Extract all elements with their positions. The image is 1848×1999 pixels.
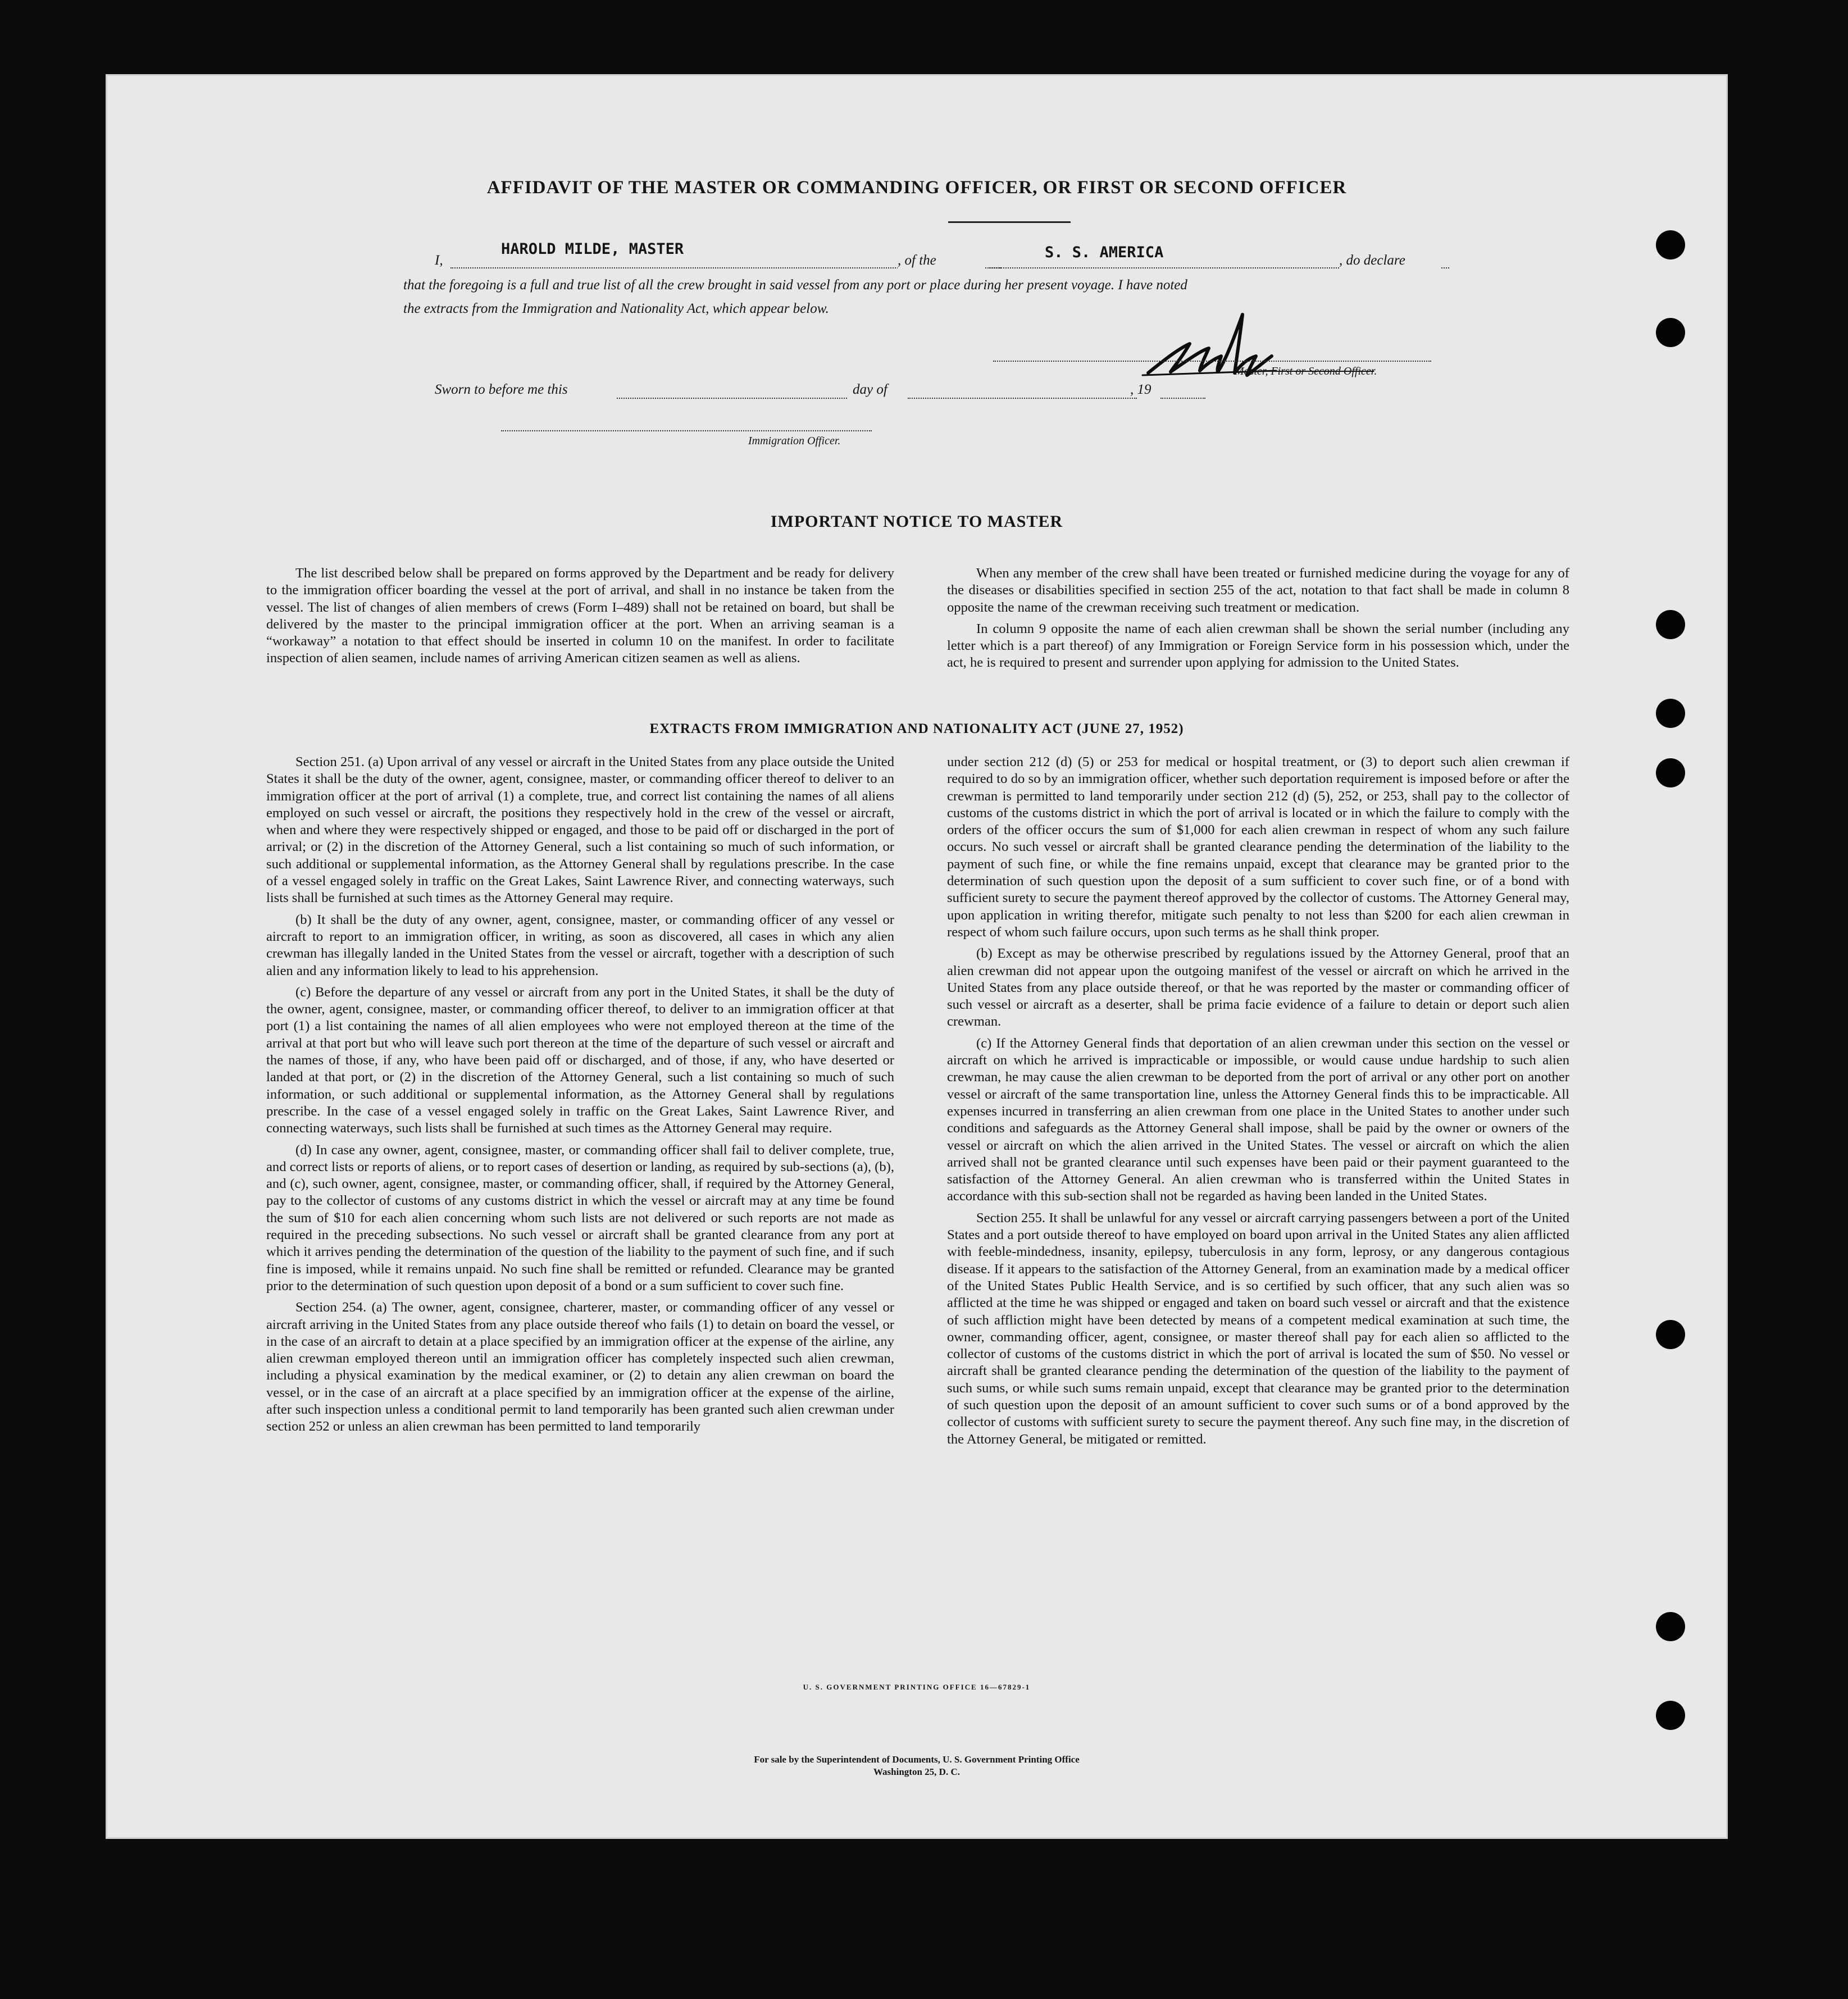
declaration-statement-line-1: that the foregoing is a full and true list of all the crew brought in said vessel from any port or place during her present voyage. I have noted <box>403 277 1187 293</box>
sworn-day-line <box>617 398 847 399</box>
signer-title-master: Master, <box>1235 365 1271 377</box>
declaration-statement-line-2: the extracts from the Immigration and Nationality Act, which appear below. <box>403 301 829 316</box>
statute-paragraph-continued: under section 212 (d) (5) or 253 for medical or hospital treatment, or (3) to deport such alien crewman if required to do so by an immigration officer, whether such deportation requirement is imposed before or after the crewman is permitted to land temporarily under section 212 (d) (5), 252, or 253, shall pay to the collector of customs of the customs district in which the port of arrival is located or in which the failure to comply with the orders of the officer occurs the sum of $1,000 for each alien crewman in respect of whom any such failure occurs. No such vessel or aircraft shall be granted clearance pending the determination of the liability to the payment of such fine, or while the fine remains unpaid, except that clearance may be granted prior to the determination of such question upon the deposit of a sum sufficient to cover such fine, or of a bond with sufficient surety to secure the payment thereof approved by the collector of customs. The Attorney General may, upon application in writing therefor, mitigate such penalty to not less than $200 for each alien crewman in respect of whom such failure occurs, upon such terms as he shall think proper. <box>947 754 1569 940</box>
declarant-prefix: I, <box>435 253 443 268</box>
master-name-value: HAROLD MILDE, MASTER <box>501 240 684 258</box>
immigration-officer-line <box>501 430 872 431</box>
signer-title-end: . <box>1374 365 1377 377</box>
sworn-year-line <box>1160 398 1205 399</box>
notice-paragraph: In column 9 opposite the name of each alien crewman shall be shown the serial number (including any letter which is a part thereof) of any Immigration or Foreign Service form in his possession which, under the act, he is required to present and surrender upon applying for admission to the United States. <box>947 621 1569 671</box>
statute-paragraph: (c) If the Attorney General finds that deportation of an alien crewman under this section on the vessel or aircraft on which he arrived is impracticable or impossible, or would cause undue hardship to such alien crewman, he may cause the alien crewman to be deported from the port of arrival or any other port on another vessel or aircraft of the same transportation line, unless the Attorney General finds this to be impracticable. All expenses incurred in transferring an alien crewman from one place in the United States to another under such conditions and safeguards as the Attorney General shall impose, shall be paid by the owner or owners of the vessel or aircraft on which the alien arrived in the United States. The vessel or aircraft on which the alien arrived shall not be granted clearance until such expenses have been paid or their payment guaranteed to the satisfaction of the Attorney General. An alien crewman who is transferred within the United States in accordance with this sub-section shall not be regarded as having been landed in the United States. <box>947 1035 1569 1204</box>
statute-paragraph: (b) It shall be the duty of any owner, agent, consignee, master, or commanding officer of any vessel or aircraft to report to an immigration officer, in writing, as soon as discovered, all cases in which any alien crewman has illegally landed in the United States from the vessel or aircraft, together with a description of such alien and any information likely to lead to his apprehension. <box>266 912 894 978</box>
notice-paragraph: The list described below shall be prepared on forms approved by the Department and be ready for delivery to the immigration officer boarding the vessel at the port of arrival, and shall in no instance be taken from the vessel. The list of changes of alien members of crews (Form I–489) shall not be retained on board, but shall be delivered by the master to the principal immigration officer at the port. When an arriving seaman is a “workaway” a notation to that effect should be inserted in column 10 on the manifest. In order to facilitate inspection of alien seamen, include names of arriving American citizen seamen as well as aliens. <box>266 566 894 666</box>
affidavit-title: AFFIDAVIT OF THE MASTER OR COMMANDING OFFICER, OR FIRST OR SECOND OFFICER <box>486 177 1347 198</box>
notice-title: IMPORTANT NOTICE TO MASTER <box>770 512 1063 531</box>
notice-left-column <box>266 565 894 672</box>
signer-title <box>1235 365 1377 378</box>
signature-line <box>993 361 1431 362</box>
punch-hole <box>1656 1701 1685 1730</box>
punch-hole <box>1656 230 1685 259</box>
sale-notice-line-2: Washington 25, D. C. <box>873 1766 960 1777</box>
extracts-title: EXTRACTS FROM IMMIGRATION AND NATIONALITY ACT (JUNE 27, 1952) <box>649 721 1184 736</box>
immigration-officer-label: Immigration Officer. <box>748 435 841 447</box>
statute-paragraph: Section 251. (a) Upon arrival of any vessel or aircraft in the United States from any place outside the United States it shall be the duty of the owner, agent, consignee, master, or commanding officer thereof to deliver to an immigration officer at the port of arrival (1) a complete, true, and correct list containing the names of all aliens employed on such vessel or aircraft, the positions they respectively hold in the crew of the vessel or aircraft, when and where they were respectively shipped or engaged, and those to be paid off or discharged in the port of arrival; or (2) in the discretion of the Attorney General, such a list containing so much of such information, or such additional or supplemental information, as the Attorney General shall by regulations prescribe. In the case of a vessel engaged solely in traffic on the Great Lakes, Saint Lawrence River, and connecting waterways, such lists shall be furnished at such times as the Attorney General may require. <box>266 754 894 906</box>
printing-office-imprint: U. S. GOVERNMENT PRINTING OFFICE 16—67829-1 <box>803 1683 1031 1691</box>
statute-paragraph: (d) In case any owner, agent, consignee, master, or commanding officer shall fail to deliver complete, true, and correct lists or reports of aliens, or to report cases of desertion or landing, as required by sub-sections (a), (b), and (c), such owner, agent, consignee, master, or commanding officer, shall, if required by the Attorney General, pay to the collector of customs of any customs district in which the vessel or aircraft may at any time be found the sum of $10 for each alien concerning whom such lists are not delivered or such reports are not made as required in the preceding subsections. No such vessel or aircraft shall be granted clearance from any port at which it arrives pending the determination of the question of the liability to the payment of such fine, and if such fine is imposed, while it remains unpaid. No such fine shall be remitted or refunded. Clearance may be granted prior to the determination of such question upon deposit of a bond or a sum sufficient to cover such fine. <box>266 1142 894 1294</box>
notice-paragraph: When any member of the crew shall have been treated or furnished medicine during the voyage for any of the diseases or disabilities specified in section 255 of the act, notation to that fact shall be made in column 8 opposite the name of the crewman receiving such treatment or medication. <box>947 566 1569 615</box>
form-page <box>106 74 1728 1839</box>
punch-hole <box>1656 1320 1685 1349</box>
sworn-month-line <box>908 398 1137 399</box>
statute-paragraph: (c) Before the departure of any vessel or aircraft from any port in the United States, it shall be the duty of the owner, agent, consignee, master, or commanding officer thereof, to deliver to an immigration officer at that port (1) a list containing the names of all alien employees who were not employed thereon at the time of the arrival at that port but who will leave such port thereon at the time of the departure of such vessel or aircraft and the names of those, if any, who have been paid off or discharged, and of those, if any, who have deserted or landed at that port, or (2) in the discretion of the Attorney General, such a list containing so much of such information, or such additional or supplemental information, as the Attorney General shall by regulations prescribe. In the case of a vessel engaged solely in traffic on the Great Lakes, Saint Lawrence River, and connecting waterways, such lists shall be furnished at such times as the Attorney General may require. <box>266 984 894 1136</box>
notice-right-column <box>947 565 1569 676</box>
extracts-left-column <box>266 754 894 1440</box>
statute-paragraph: Section 255. It shall be unlawful for any vessel or aircraft carrying passengers between a port of the United States and a port outside thereof to have employed on board upon arrival in the United States any alien afflicted with feeble-mindedness, insanity, epilepsy, tuberculosis in any form, leprosy, or any dangerous contagious disease. If it appears to the satisfaction of the Attorney General, from an examination made by a medical officer of the United States Public Health Service, and is so certified by such officer, that any such alien was so afflicted at the time he was shipped or engaged and taken on board such vessel or aircraft and that the existence of such affliction might have been detected by means of a competent medical examination at such time, the owner, commanding officer, agent, consignee, or master thereof shall pay for each alien so afflicted to the collector of customs of the customs district in which the port of arrival is located the sum of $50. No vessel or aircraft shall be granted clearance pending the determination of the question of the liability to the payment of such sums, or while such sums remain unpaid, except that clearance may be granted prior to the determination of such question upon the deposit of an amount sufficient to cover such sums or of a bond approved by the collector of customs with sufficient surety to secure the payment thereof. Any such fine may, in the discretion of the Attorney General, be mitigated or remitted. <box>947 1210 1569 1447</box>
vessel-value: S. S. AMERICA <box>1045 244 1164 261</box>
signer-title-struck: First or Second Officer <box>1271 365 1374 377</box>
of-the-label: , of the <box>898 253 987 268</box>
year-label: , 19 <box>1130 382 1151 397</box>
statute-paragraph: (b) Except as may be otherwise prescribed by regulations issued by the Attorney General, proof that an alien crewman did not appear upon the outgoing manifest of the vessel or aircraft on which he arrived in the United States from any place outside thereof, or that he was reported by the master or commanding officer of such vessel or aircraft as a deserter, shall be prima facie evidence of a failure to detain or deport such alien crewman. <box>947 946 1569 1030</box>
punch-hole <box>1656 758 1685 787</box>
punch-hole <box>1656 1612 1685 1641</box>
extracts-right-column <box>947 754 1569 1452</box>
day-of-label: day of <box>853 382 887 397</box>
sworn-label: Sworn to before me this <box>435 382 568 397</box>
do-declare-label: , do declare <box>1339 253 1440 268</box>
statute-paragraph: Section 254. (a) The owner, agent, consignee, charterer, master, or commanding officer of any vessel or aircraft arriving in the United States from any place outside thereof who fails (1) to detain on board the vessel, or in the case of an aircraft to detain at a place specified by an immigration officer at the expense of the airline, any alien crewman employed thereon until an immigration officer has completely inspected such alien crewman, including a physical examination by the medical examiner, or (2) to detain any alien crewman on board the vessel, or in the case of an aircraft at a place specified by an immigration officer at the expense of the airline, after such inspection unless a conditional permit to land temporarily has been granted such alien crewman under section 252 or unless an alien crewman has been permitted to land temporarily <box>266 1300 894 1435</box>
punch-hole <box>1656 318 1685 347</box>
sale-notice-line-1: For sale by the Superintendent of Documents, U. S. Government Printing Office <box>754 1754 1080 1765</box>
title-rule <box>948 221 1071 223</box>
punch-hole <box>1656 610 1685 639</box>
